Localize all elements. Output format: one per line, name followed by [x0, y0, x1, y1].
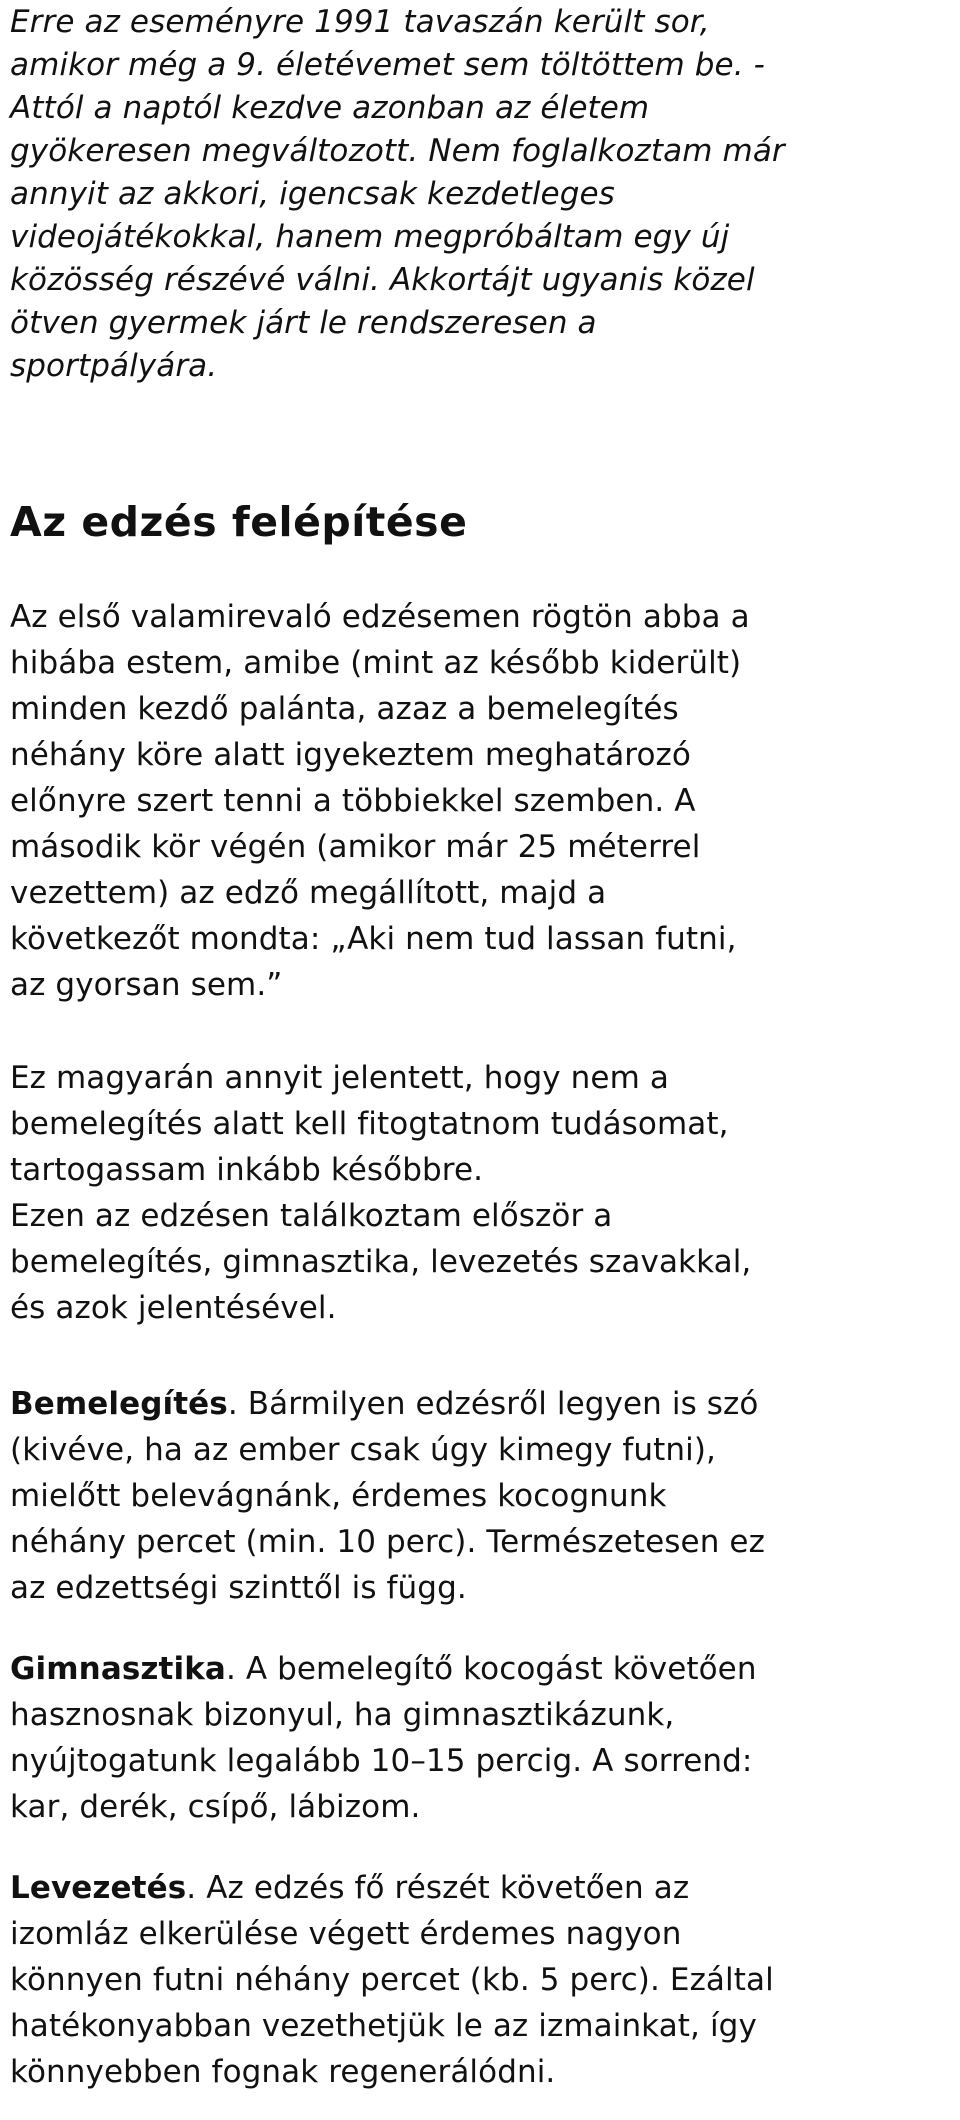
- intro-line: gyökeresen megváltozott. Nem foglalkoztam már: [10, 133, 785, 169]
- paragraph-line: nyújtogatunk legalább 10–15 percig. A sorrend:: [10, 1743, 753, 1779]
- paragraph-line: második kör végén (amikor már 25 méterrel: [10, 829, 701, 865]
- paragraph-line: az edzettségi szinttől is függ.: [10, 1570, 467, 1606]
- definition-first-line: [10, 1384, 758, 1424]
- paragraph-line: izomláz elkerülése végett érdemes nagyon: [10, 1916, 682, 1952]
- paragraph-line: tartogassam inkább későbbre.: [10, 1152, 484, 1188]
- definition-first-line: [10, 1649, 757, 1689]
- definition-text: . Az edzés fő részét követően az: [186, 1870, 690, 1906]
- paragraph-line: néhány köre alatt igyekeztem meghatározó: [10, 737, 691, 773]
- definition-text: . Bármilyen edzésről legyen is szó: [227, 1386, 759, 1422]
- section-heading: Az edzés felépítése: [10, 498, 468, 546]
- paragraph-line: Az első valamirevaló edzésemen rögtön abba a: [10, 599, 750, 635]
- intro-line: sportpályára.: [10, 348, 218, 384]
- paragraph-line: előnyre szert tenni a többiekkel szemben. A: [10, 783, 696, 819]
- paragraph-line: (kivéve, ha az ember csak úgy kimegy futni),: [10, 1432, 717, 1468]
- paragraph-line: az gyorsan sem.”: [10, 967, 283, 1003]
- paragraph-line: néhány percet (min. 10 perc). Természetesen ez: [10, 1524, 765, 1560]
- intro-line: közösség részévé válni. Akkortájt ugyanis közel: [10, 262, 755, 298]
- paragraph-line: hasznosnak bizonyul, ha gimnasztikázunk,: [10, 1697, 675, 1733]
- intro-line: videojátékokkal, hanem megpróbáltam egy új: [10, 219, 730, 255]
- intro-line: annyit az akkori, igencsak kezdetleges: [10, 176, 615, 212]
- paragraph-line: következőt mondta: „Aki nem tud lassan futni,: [10, 921, 737, 957]
- intro-line: Erre az eseményre 1991 tavaszán került sor,: [10, 4, 710, 40]
- paragraph-line: kar, derék, csípő, lábizom.: [10, 1789, 421, 1825]
- paragraph-line: bemelegítés alatt kell fitogtatnom tudásomat,: [10, 1106, 729, 1142]
- paragraph-line: hibába estem, amibe (mint az később kiderült): [10, 645, 742, 681]
- intro-line: amikor még a 9. életévemet sem töltöttem be. -: [10, 47, 765, 83]
- paragraph-line: bemelegítés, gimnasztika, levezetés szavakkal,: [10, 1244, 752, 1280]
- intro-line: ötven gyermek járt le rendszeresen a: [10, 305, 597, 341]
- paragraph-line: minden kezdő palánta, azaz a bemelegítés: [10, 691, 679, 727]
- paragraph-line: mielőtt belevágnánk, érdemes kocognunk: [10, 1478, 667, 1514]
- paragraph-line: Ez magyarán annyit jelentett, hogy nem a: [10, 1060, 669, 1096]
- paragraph-line: könnyen futni néhány percet (kb. 5 perc). Ezáltal: [10, 1962, 774, 1998]
- term-warmup: Bemelegítés: [10, 1386, 228, 1422]
- term-cooldown: Levezetés: [10, 1870, 187, 1906]
- definition-first-line: [10, 1868, 689, 1908]
- paragraph-line: vezettem) az edző megállított, majd a: [10, 875, 607, 911]
- intro-line: Attól a naptól kezdve azonban az életem: [10, 90, 650, 126]
- paragraph-line: Ezen az edzésen találkoztam először a: [10, 1198, 613, 1234]
- term-gymnastics: Gimnasztika: [10, 1651, 226, 1687]
- definition-text: . A bemelegítő kocogást követően: [225, 1651, 757, 1687]
- paragraph-line: és azok jelentésével.: [10, 1290, 337, 1326]
- paragraph-line: könnyebben fognak regenerálódni.: [10, 2054, 556, 2090]
- paragraph-line: hatékonyabban vezethetjük le az izmainkat, így: [10, 2008, 757, 2044]
